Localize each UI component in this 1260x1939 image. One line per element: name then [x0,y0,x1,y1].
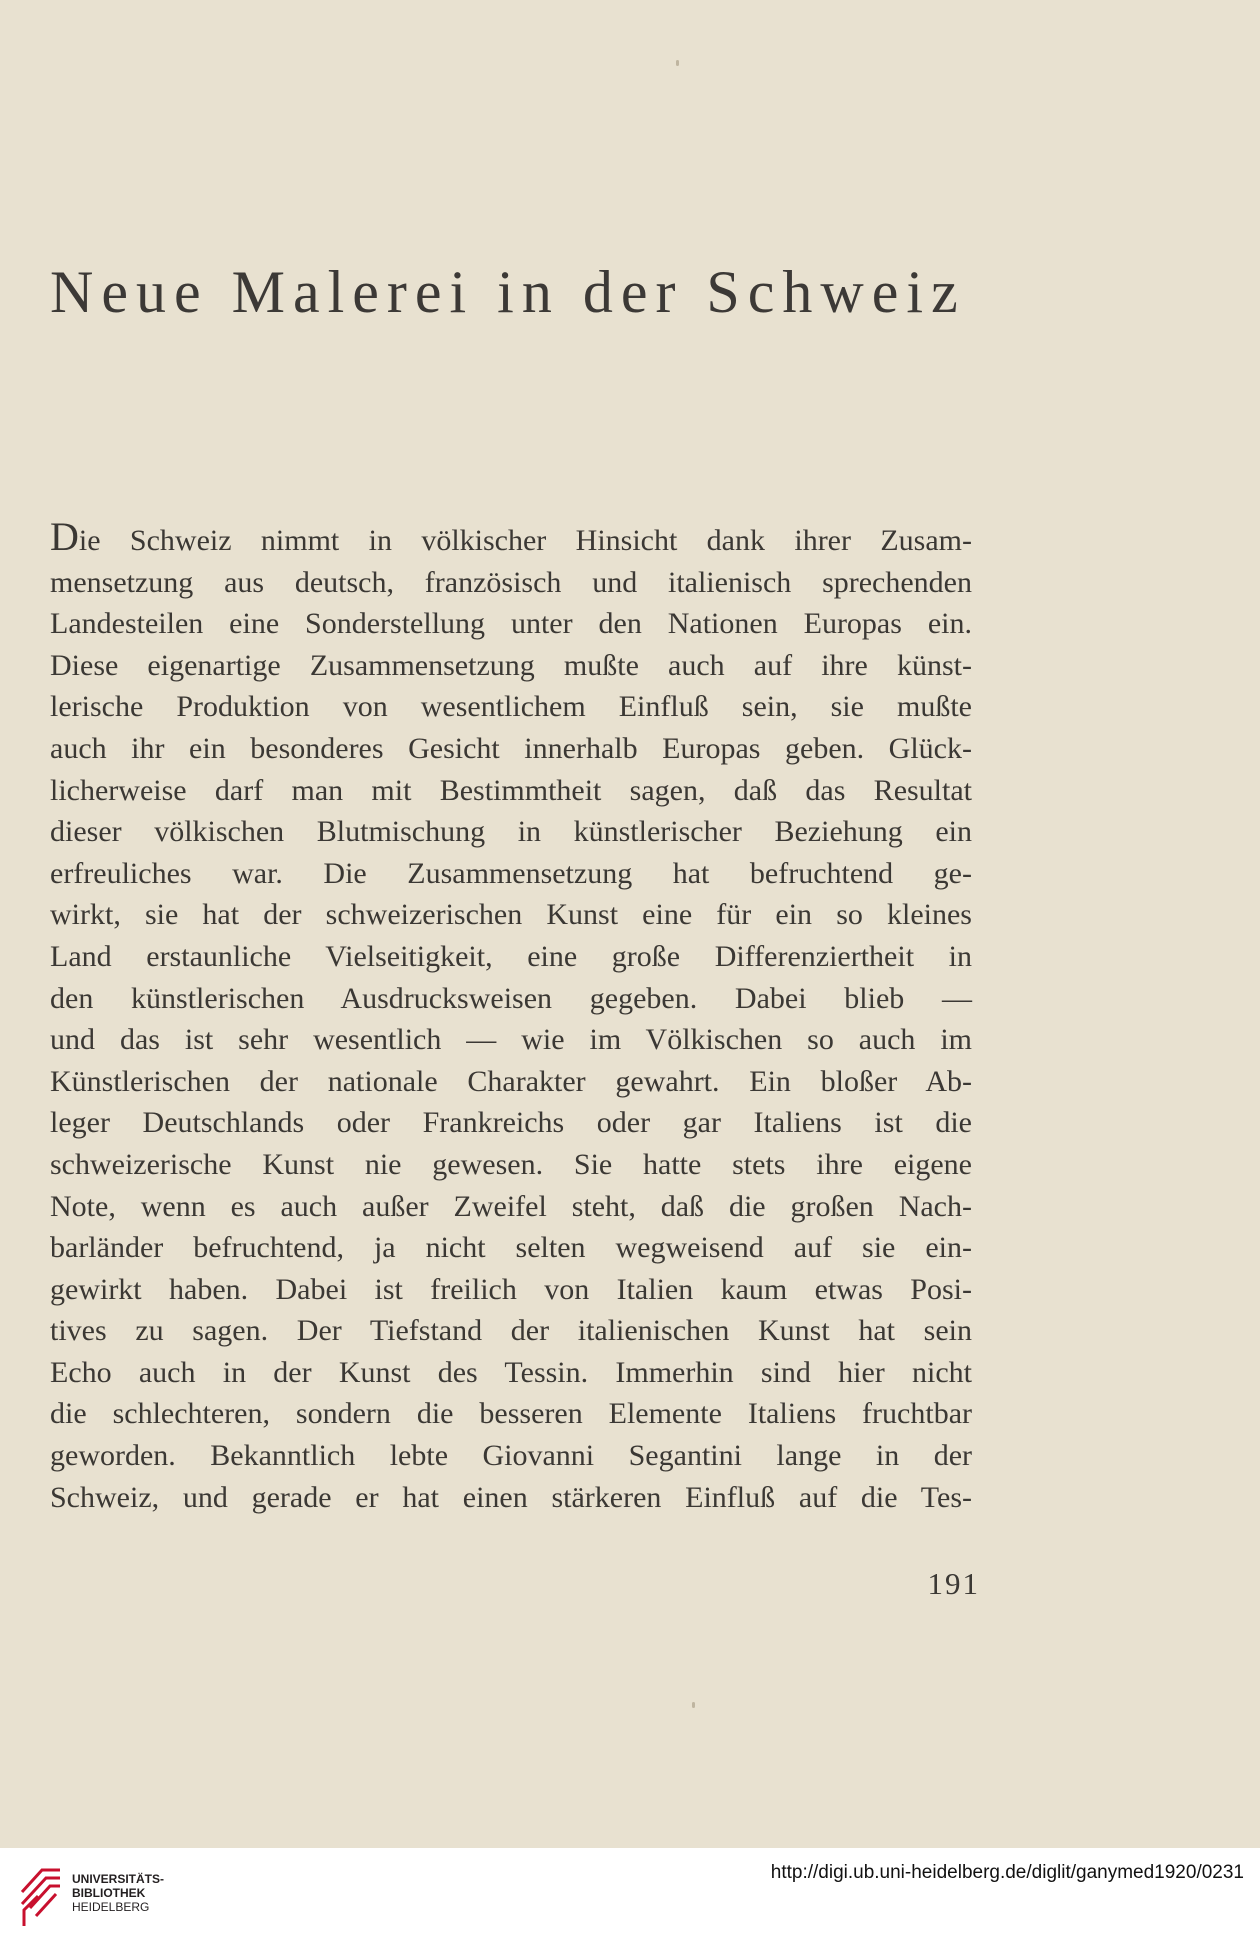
text-line: geworden. Bekanntlich lebte Giovanni Segantini lange in der [50,1439,972,1473]
library-name-line: BIBLIOTHEK [72,1886,146,1900]
text-line: auch ihr ein besonderes Gesicht innerhalb Europas geben. Glück- [50,731,972,765]
text-line-content: ie Schweiz nimmt in völkischer Hinsicht dank ihrer Zusam- [78,524,972,557]
digitization-footer [0,1848,1260,1939]
text-line: die schlechteren, sondern die besseren Elemente Italiens fruchtbar [50,1397,972,1431]
library-name-line: HEIDELBERG [72,1900,150,1914]
page-number: 191 [927,1566,980,1601]
text-line: Diese eigenartige Zusammensetzung mußte auch auf ihre künst- [50,648,972,682]
text-line: gewirkt haben. Dabei ist freilich von Italien kaum etwas Posi- [50,1272,972,1306]
drop-cap: D [50,514,79,559]
library-name-line: UNIVERSITÄTS- [72,1872,165,1886]
paper-speck [676,60,679,66]
text-line: lerische Produktion von wesentlichem Einfluß sein, sie mußte [50,690,972,724]
paper-speck [692,1702,695,1708]
text-line: Note, wenn es auch außer Zweifel steht, daß die großen Nach- [50,1189,972,1223]
text-line: Künstlerischen der nationale Charakter gewahrt. Ein bloßer Ab- [50,1064,972,1098]
text-line: tives zu sagen. Der Tiefstand der italienischen Kunst hat sein [50,1314,972,1348]
text-line: leger Deutschlands oder Frankreichs oder gar Italiens ist die [50,1106,972,1140]
text-line: Schweiz, und gerade er hat einen stärkeren Einfluß auf die Tes- [50,1480,972,1514]
text-line: licherweise darf man mit Bestimmtheit sagen, daß das Resultat [50,773,972,807]
text-line: schweizerische Kunst nie gewesen. Sie hatte stets ihre eigene [50,1147,972,1181]
text-line: wirkt, sie hat der schweizerischen Kunst eine für ein so kleines [50,898,972,932]
text-line: erfreuliches war. Die Zusammensetzung hat befruchtend ge- [50,856,972,890]
body-text [50,514,972,1518]
text-line: und das ist sehr wesentlich — wie im Völkischen so auch im [50,1023,972,1057]
text-line: Land erstaunliche Vielseitigkeit, eine große Differenziertheit in [50,939,972,973]
page-title: Neue Malerei in der Schweiz [50,259,966,326]
text-line: barländer befruchtend, ja nicht selten wegweisend auf sie ein- [50,1231,972,1265]
source-url[interactable]: http://digi.ub.uni-heidelberg.de/diglit/ganymed1920/0231 [770,1862,1244,1883]
text-line: den künstlerischen Ausdrucksweisen gegeben. Dabei blieb — [50,981,972,1015]
text-line: dieser völkischen Blutmischung in künstlerischer Beziehung ein [50,815,972,849]
library-logo-icon [16,1858,66,1928]
text-line [50,514,972,562]
library-name [72,1872,164,1914]
text-line: Landesteilen eine Sonderstellung unter den Nationen Europas ein. [50,607,972,641]
text-line: mensetzung aus deutsch, französisch und italienisch sprechenden [50,565,972,599]
text-line: Echo auch in der Kunst des Tessin. Immerhin sind hier nicht [50,1355,972,1389]
